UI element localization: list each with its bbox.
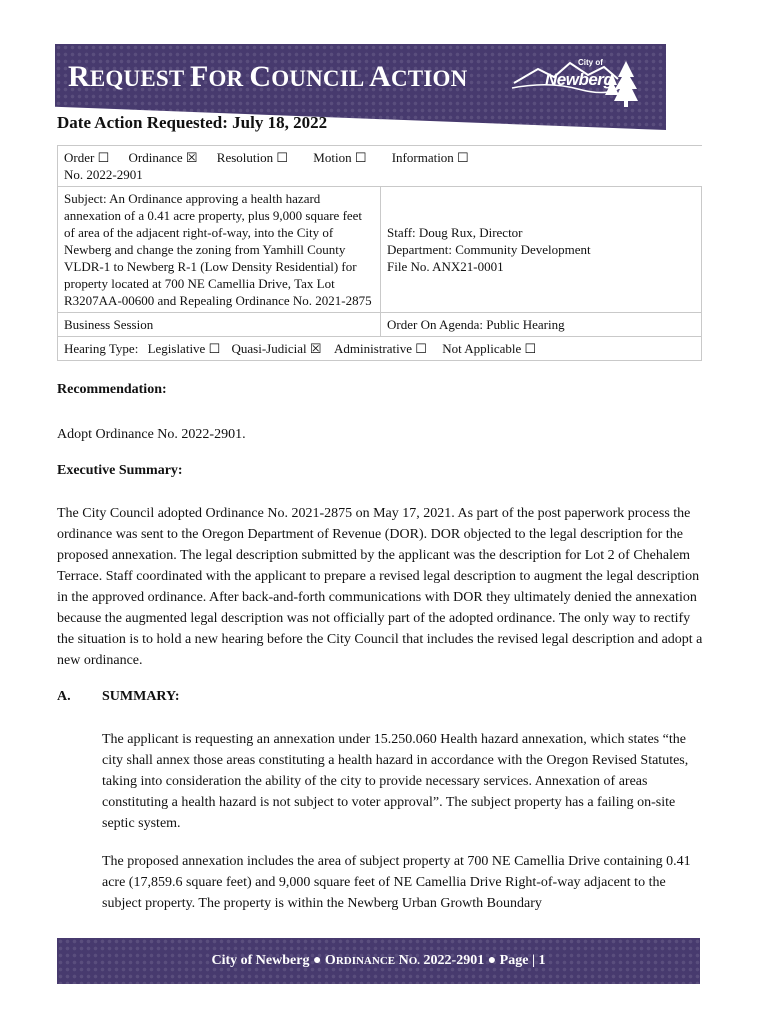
legislative-checkbox[interactable]: Legislative ☐ bbox=[147, 341, 221, 356]
staff-name: Staff: Doug Rux, Director bbox=[387, 225, 523, 240]
hearing-type-label: Hearing Type: bbox=[64, 341, 139, 356]
order-checkbox[interactable]: Order ☐ bbox=[64, 150, 110, 165]
department-name: Department: Community Development bbox=[387, 242, 591, 257]
ordinance-number: No. 2022-2901 bbox=[64, 167, 143, 182]
table-row bbox=[58, 187, 702, 313]
city-of-newberg-logo bbox=[508, 55, 648, 113]
section-a-paragraph-2: The proposed annexation includes the area of subject property at 700 NE Camellia Drive containing 0.41 acre (17,859.6 square feet) and 9,000 square feet of NE Camellia Drive Right-of-way adjacent to the subject property. The property is within the Newberg Urban Growth Boundary bbox=[102, 854, 691, 911]
recommendation-heading: Recommendation: bbox=[57, 382, 167, 397]
executive-summary-heading: Executive Summary: bbox=[57, 463, 183, 478]
subject-text: Subject: An Ordinance approving a health hazard annexation of a 0.41 acre property, plus 9,000 square feet of area of the adjacent right-of-way, into the City of Newberg and change the zoning from Yamhill County VLDR-1 to Newberg R-1 (Low Density Residential) for property located at 700 NE Camellia Drive, Tax Lot R3207AA-00600 and Repealing Ordinance No. 2021-2875 bbox=[64, 191, 372, 308]
business-session-cell: Business Session bbox=[58, 313, 381, 337]
section-a-paragraph-1: The applicant is requesting an annexation under 15.250.060 Health hazard annexation, which states “the city shall annex those areas constituting a health hazard in accordance with the Oregon Revised Statutes, taking into consideration the ability of the city to provide necessary services. Annexation of areas constituting a health hazard is not subject to voter approval”. The subject property has a failing on-site septic system. bbox=[102, 732, 689, 831]
table-row bbox=[58, 337, 702, 361]
table-row bbox=[58, 313, 702, 337]
motion-checkbox[interactable]: Motion ☐ bbox=[313, 150, 367, 165]
document-title: REQUEST FOR COUNCIL ACTION bbox=[68, 60, 468, 93]
quasi-judicial-checkbox[interactable]: Quasi-Judicial ☒ bbox=[231, 341, 322, 356]
resolution-checkbox[interactable]: Resolution ☐ bbox=[216, 150, 289, 165]
page-footer: City of Newberg ● ORDINANCE NO. 2022-2901 ● Page | 1 bbox=[57, 938, 700, 984]
staff-cell bbox=[381, 187, 702, 313]
table-row bbox=[58, 146, 702, 187]
information-checkbox[interactable]: Information ☐ bbox=[391, 150, 469, 165]
recommendation-text: Adopt Ordinance No. 2022-2901. bbox=[57, 427, 246, 442]
action-type-cell bbox=[58, 146, 702, 187]
hearing-type-cell bbox=[58, 337, 702, 361]
not-applicable-checkbox[interactable]: Not Applicable ☐ bbox=[442, 341, 537, 356]
subject-cell bbox=[58, 187, 381, 313]
logo-city-of-text: City of bbox=[578, 58, 603, 67]
page-number: Page | 1 bbox=[499, 953, 546, 968]
ordinance-checkbox[interactable]: Ordinance ☒ bbox=[128, 150, 198, 165]
council-action-info-table bbox=[57, 145, 702, 361]
administrative-checkbox[interactable]: Administrative ☐ bbox=[334, 341, 427, 356]
section-a-heading: A. SUMMARY: bbox=[57, 689, 180, 704]
date-action-requested: Date Action Requested: July 18, 2022 bbox=[57, 113, 328, 132]
order-on-agenda-cell: Order On Agenda: Public Hearing bbox=[381, 313, 702, 337]
executive-summary-text: The City Council adopted Ordinance No. 2021-2875 on May 17, 2021. As part of the post paperwork process the ordinance was sent to the Oregon Department of Revenue (DOR). DOR objected to the legal description for the proposed annexation. The legal description submitted by the applicant was the description for Lot 2 of Chehalem Terrace. Staff coordinated with the applicant to prepare a revised legal description to augment the legal description in the approved ordinance. After back-and-forth communications with DOR they ultimately denied the annexation because the augmented legal description was not officially part of the adopted ordinance. The only way to rectify the situation is to hold a new hearing before the City Council that includes the revised legal description and adopt a new ordinance. bbox=[57, 506, 703, 668]
file-number: File No. ANX21-0001 bbox=[387, 259, 504, 274]
logo-newberg-text: Newberg bbox=[545, 70, 614, 89]
